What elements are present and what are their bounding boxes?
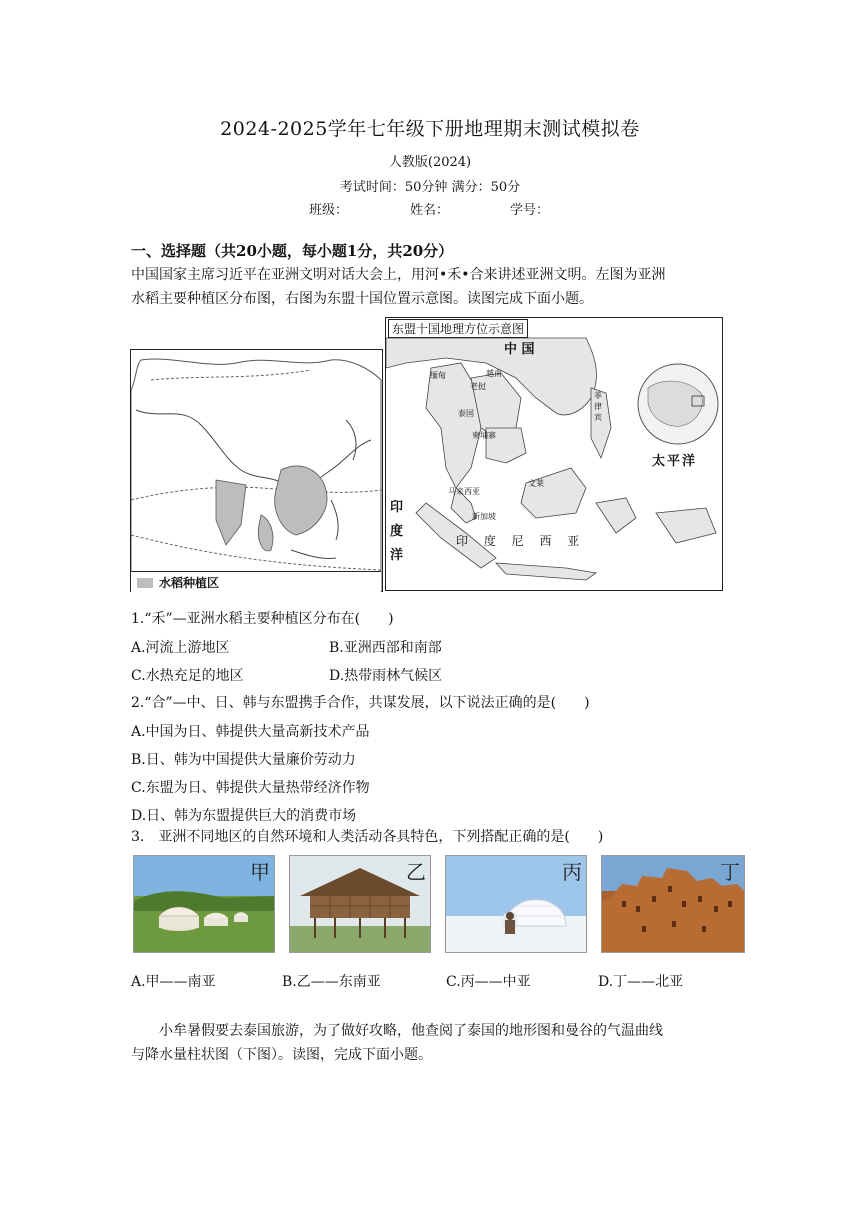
rice-legend [131, 571, 381, 592]
edition-label: 人教版(2024) [388, 155, 472, 170]
stilt-house-photo [289, 855, 431, 953]
photo-label-ding: 丁 [720, 860, 740, 884]
asean-map [385, 317, 723, 591]
mud-city-photo [601, 855, 745, 953]
label-vietnam: 越南 [486, 369, 502, 378]
q3-option-d[interactable]: D.丁——北亚 [598, 974, 684, 990]
label-pacific: 太平洋 [652, 454, 698, 469]
label-singapore: 新加坡 [472, 512, 496, 521]
page-title: 2024-2025学年七年级下册地理期末测试模拟卷 [220, 118, 640, 140]
question-3-stem: 3. 亚洲不同地区的自然环境和人类活动各具特色，下列搭配正确的是( ) [131, 829, 604, 845]
label-cambodia: 柬埔寨 [472, 431, 496, 440]
q3-option-c[interactable]: C.丙——中亚 [446, 974, 531, 990]
q2-option-a[interactable]: A.中国为日、韩提供大量高新技术产品 [131, 724, 370, 740]
label-china: 中 国 [504, 342, 535, 357]
q1-option-b[interactable]: B.亚洲西部和南部 [329, 640, 442, 656]
q1-option-d[interactable]: D.热带雨林气候区 [329, 668, 443, 684]
label-malaysia: 马来西亚 [448, 487, 480, 496]
asia-outline-svg [131, 350, 382, 591]
closing-line-1: 小牟暑假要去泰国旅游，为了做好攻略，他查阅了泰国的地形图和曼谷的气温曲线 [159, 1023, 663, 1039]
name-label: 姓名： [410, 203, 450, 218]
label-indonesia: 印 度 尼 西 亚 [456, 534, 586, 548]
label-thailand: 泰国 [458, 409, 474, 418]
closing-line-2: 与降水量柱状图（下图）。读图，完成下面小题。 [131, 1047, 432, 1063]
q2-option-c[interactable]: C.东盟为日、韩提供大量热带经济作物 [131, 780, 370, 796]
photo-label-jia: 甲 [250, 860, 270, 884]
photo-label-yi: 乙 [406, 860, 426, 884]
label-brunei: 文莱 [528, 479, 544, 488]
intro-line-1: 中国国家主席习近平在亚洲文明对话大会上，用河•禾•合来讲述亚洲文明。左图为亚洲 [131, 267, 666, 283]
q3-option-a[interactable]: A.甲——南亚 [131, 974, 216, 990]
asean-map-title: 东盟十国地理方位示意图 [388, 319, 528, 338]
label-indian-ocean: 印度洋 [390, 500, 404, 563]
rice-legend-label: 水稻种植区 [159, 576, 220, 590]
q1-option-a[interactable]: A.河流上游地区 [131, 640, 230, 656]
rice-legend-swatch [137, 578, 153, 588]
yurt-photo [133, 855, 275, 953]
intro-line-2: 水稻主要种植区分布图，右图为东盟十国位置示意图。读图完成下面小题。 [131, 291, 593, 307]
igloo-photo [445, 855, 587, 953]
q3-option-b[interactable]: B.乙——东南亚 [282, 974, 381, 990]
question-2-stem: 2.“合”—中、日、韩与东盟携手合作，共谋发展，以下说法正确的是( ) [131, 695, 590, 711]
label-laos: 老挝 [470, 382, 486, 391]
label-philippines: 菲律宾 [594, 391, 602, 422]
q1-option-c[interactable]: C.水热充足的地区 [131, 668, 244, 684]
question-1-stem: 1.“禾”—亚洲水稻主要种植区分布在( ) [131, 611, 394, 627]
student-number-label: 学号： [510, 203, 550, 218]
photo-label-bing: 丙 [562, 860, 582, 884]
section-heading: 一、选择题（共20小题，每小题1分，共20分） [131, 242, 454, 260]
q2-option-b[interactable]: B.日、韩为中国提供大量廉价劳动力 [131, 752, 356, 768]
label-myanmar: 缅甸 [430, 371, 446, 380]
exam-info: 考试时间：50分钟 满分：50分 [339, 180, 521, 195]
q2-option-d[interactable]: D.日、韩为东盟提供巨大的消费市场 [131, 808, 357, 824]
asia-rice-map [130, 349, 383, 592]
class-label: 班级： [309, 203, 349, 218]
